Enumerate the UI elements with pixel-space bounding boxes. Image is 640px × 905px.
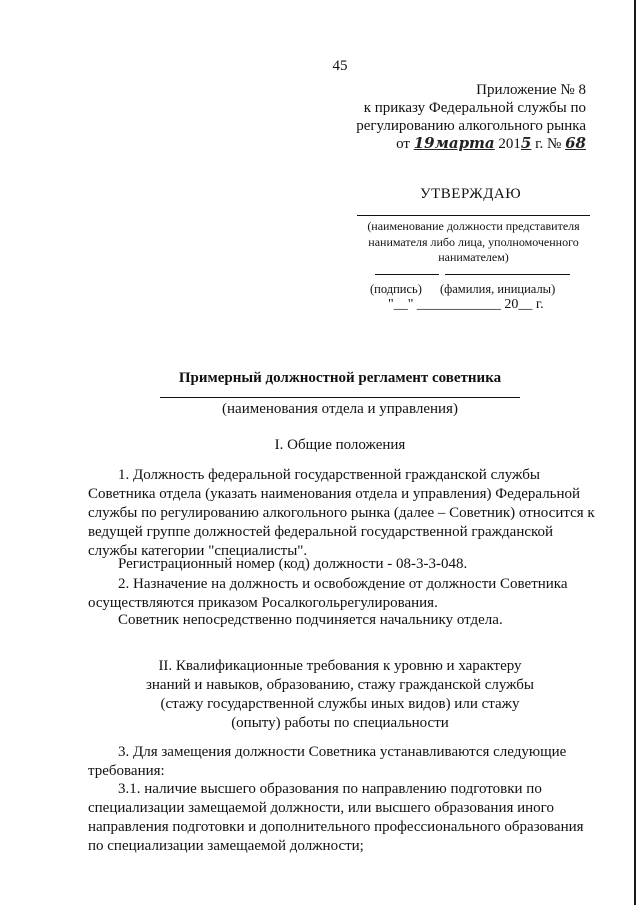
paragraph-3	[88, 743, 593, 781]
appendix-line-3: регулированию алкогольного рынка	[356, 118, 586, 134]
scan-edge-border	[634, 0, 636, 905]
approval-date-line: "__" ____________ 20__ г.	[388, 297, 544, 312]
name-underline	[445, 274, 570, 275]
section-1-heading: I. Общие положения	[274, 437, 406, 453]
paragraph-2	[88, 575, 593, 613]
registration-number: Регистрационный номер (код) должности - 08-3-3-048.	[118, 556, 468, 572]
year-suffix: г. №	[535, 136, 562, 152]
dept-underline	[160, 397, 520, 398]
name-caption: (фамилия, инициалы)	[440, 282, 556, 296]
handwritten-year-digit: 5	[520, 134, 532, 152]
subordination-text: Советник непосредственно подчиняется начальнику отдела.	[118, 612, 503, 628]
appendix-line-2: к приказу Федеральной службы по	[363, 100, 586, 116]
paragraph-3-1-line-3: направления подготовки и дополнительного профессионального образования	[88, 819, 584, 835]
paragraph-1-line-2: Советника отдела (указать наименования отдела и управления) Федеральной	[88, 486, 581, 502]
paragraph-3-1	[88, 780, 593, 856]
paragraph-1-line-5: службы категории "специалисты".	[88, 543, 308, 559]
paragraph-2-line-2: осуществляются приказом Росалкогольрегулирования.	[88, 595, 438, 611]
signature-caption: (подпись)	[370, 282, 422, 296]
handwritten-order-number: 68	[565, 134, 586, 152]
paragraph-3-1-line-1: 3.1. наличие высшего образования по направлению подготовки по	[118, 781, 542, 797]
paragraph-1-line-3: службы по регулированию алкогольного рынка (далее – Советник) относится к	[88, 505, 595, 521]
year-prefix: 201	[498, 136, 521, 152]
paragraph-2-line-1: 2. Назначение на должность и освобождение от должности Советника	[118, 576, 568, 592]
appendix-date-line	[396, 135, 586, 153]
section-2-heading-line-1: II. Квалификационные требования к уровню и характеру	[158, 658, 522, 674]
paragraph-1-line-1: 1. Должность федеральной государственной гражданской службы	[118, 467, 540, 483]
section-2-heading-line-4: (опыту) работы по специальности	[231, 715, 449, 731]
position-caption-1: (наименование должности представителя	[367, 219, 580, 233]
paragraph-3-line-2: требования:	[88, 763, 165, 779]
dept-caption: (наименования отдела и управления)	[222, 401, 458, 417]
document-title: Примерный должностной регламент советника	[178, 370, 502, 386]
paragraph-3-1-line-2: специализации замещаемой должности, или высшего образования иного	[88, 800, 554, 816]
signature-underline	[375, 274, 439, 275]
appendix-title: Приложение № 8	[476, 82, 586, 98]
approval-heading: УТВЕРЖДАЮ	[420, 186, 522, 202]
section-2-heading-line-3: (стажу государственной службы иных видов) или стажу	[160, 696, 520, 712]
position-underline	[357, 215, 590, 216]
paragraph-1	[88, 466, 593, 561]
paragraph-1-line-4: ведущей группе должностей федеральной государственной гражданской	[88, 524, 554, 540]
position-caption-3: нанимателем)	[438, 250, 509, 264]
paragraph-3-line-1: 3. Для замещения должности Советника устанавливаются следующие	[118, 744, 567, 760]
paragraph-3-1-line-4: по специализации замещаемой должности;	[88, 838, 364, 854]
page-number: 45	[332, 58, 348, 74]
position-caption-2: нанимателя либо лица, уполномоченного	[368, 235, 579, 249]
date-prefix: от	[396, 136, 410, 152]
handwritten-date: 19марта	[413, 134, 495, 152]
section-2-heading-line-2: знаний и навыков, образованию, стажу гражданской службы	[145, 677, 535, 693]
